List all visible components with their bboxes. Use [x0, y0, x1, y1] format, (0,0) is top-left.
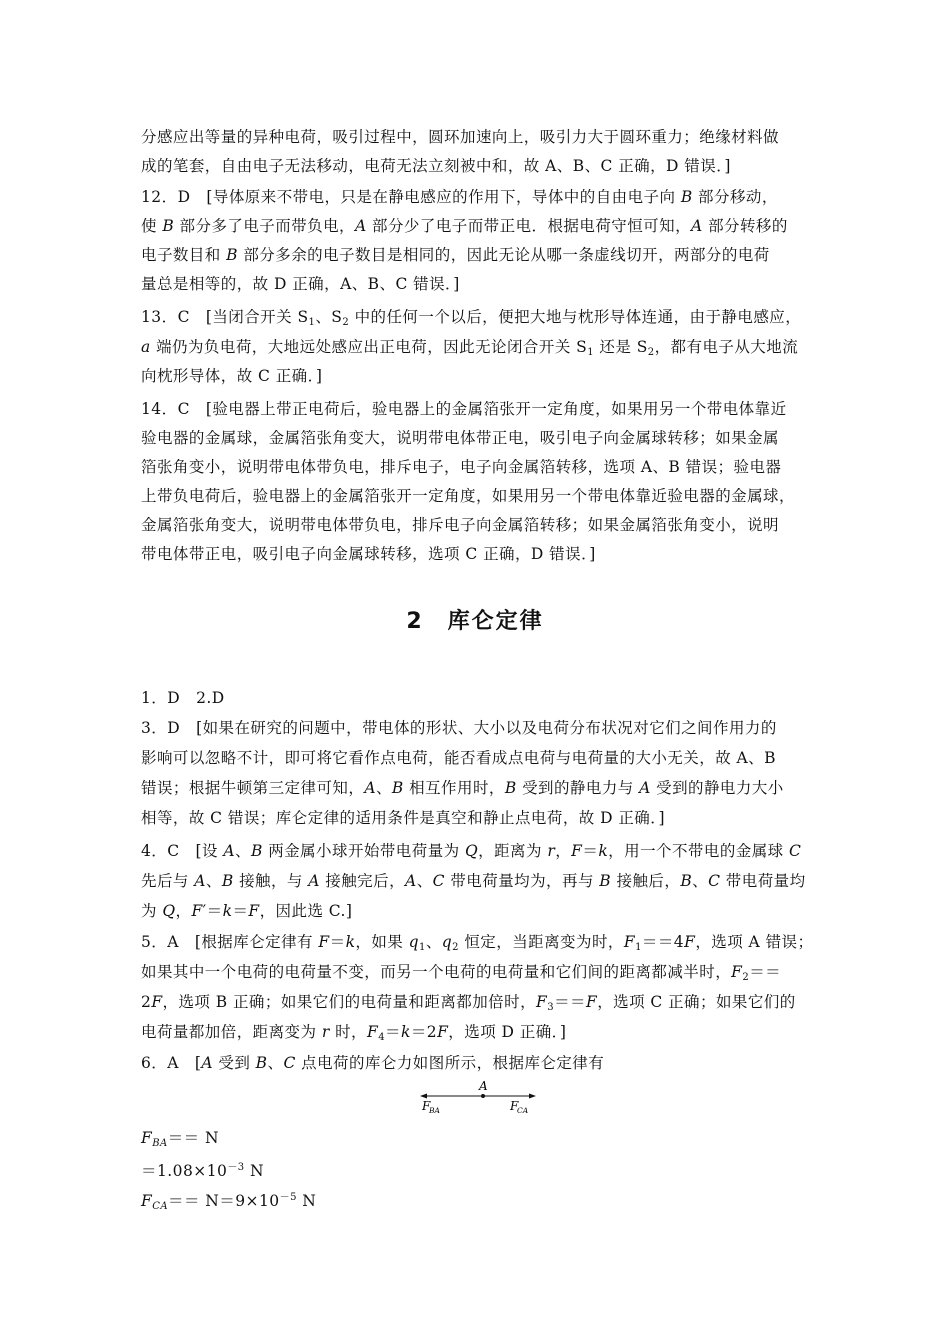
answer-13: 13．C [当闭合开关 $S_1$、$S_2$ 中的任何一个以后，便把大地与枕形导体连通，由于静电感应， [141, 308, 802, 328]
equation-fba: $F_{BA}== N$ [141, 1129, 219, 1149]
answer-5: 5．A [根据库仑定律有 F＝k，如果 $q_1$、$q_2$ 恒定，当距离变为时，$F_1==4F$，选项 A 错误； [141, 933, 814, 953]
text-line: 带电体带正电，吸引电子向金属球转移，选项 C 正确，D 错误．] [141, 545, 596, 563]
text-line: 量总是相等的，故 D 正确，A、B、C 错误．] [141, 275, 460, 293]
force-ca-label: F [510, 1099, 519, 1113]
text-line: 2F，选项 B 正确；如果它们的电荷量和距离都加倍时，$F_3==F$，选项 C 正确；如果它们的 [141, 993, 796, 1013]
text-line: 金属箔张角变大，说明带电体带负电，排斥电子向金属箔转移；如果金属箔张角变小，说明 [141, 516, 780, 534]
left-arrowhead [420, 1094, 427, 1099]
text-line: 向枕形导体，故 C 正确．] [141, 367, 323, 385]
force-ba-subscript: BA [429, 1106, 440, 1115]
text-line: 成的笔套，自由电子无法移动，电荷无法立刻被中和，故 A、B、C 正确，D 错误．] [141, 157, 731, 175]
answer-4: 4．C [设 A、B 两金属小球开始带电荷量为 Q，距离为 r，F＝k，用一个不带电的金属球 C [141, 842, 802, 860]
force-ca-subscript: CA [517, 1106, 529, 1115]
force-diagram [418, 1077, 538, 1119]
text-line: 如果其中一个电荷的电荷量不变，而另一个电荷的电荷量和它们间的距离都减半时，$F_2==$ [141, 963, 782, 983]
force-ba-label: F [422, 1099, 431, 1113]
equation-fba-value: $=1.08\times 10^{-3}$ N [141, 1162, 264, 1180]
text-line: 箔张角变小，说明带电体带负电，排斥电子，电子向金属箔转移，选项 A、B 错误；验电器 [141, 458, 782, 476]
answer-14: 14．C [验电器上带正电荷后，验电器上的金属箔张开一定角度，如果用另一个带电体靠近 [141, 400, 787, 418]
text-line: 分感应出等量的异种电荷，吸引过程中，圆环加速向上，吸引力大于圆环重力；绝缘材料做 [141, 128, 780, 146]
text-line: a 端仍为负电荷，大地远处感应出正电荷，因此无论闭合开关 $S_1$ 还是 $S_2$，都有电子从大地流 [141, 338, 799, 358]
point-a-label: A [479, 1079, 488, 1093]
text-line: 验电器的金属球，金属箔张角变大，说明带电体带正电，吸引电子向金属球转移；如果金属 [141, 429, 780, 447]
answer-12: 12．D [导体原来不带电，只是在静电感应的作用下，导体中的自由电子向 B 部分移动， [141, 188, 778, 206]
right-arrowhead [529, 1094, 536, 1099]
text-line: 影响可以忽略不计，即可将它看作点电荷，能否看成点电荷与电荷量的大小无关，故 A、B [141, 749, 776, 767]
text-line: 使 B 部分多了电子而带负电，A 部分少了电子而带正电．根据电荷守恒可知，A 部分转移的 [141, 217, 788, 235]
answer-6: 6．A [A 受到 B、C 点电荷的库仑力如图所示，根据库仑定律有 [141, 1054, 605, 1072]
text-line: 为 Q，F′＝k＝F，因此选 C.] [141, 902, 353, 920]
answer-1-2: 1．D 2.D [141, 689, 225, 707]
answer-3: 3．D [如果在研究的问题中，带电体的形状、大小以及电荷分布状况对它们之间作用力的 [141, 719, 777, 737]
text-line: 相等，故 C 错误；库仑定律的适用条件是真空和静止点电荷，故 D 正确．] [141, 809, 665, 827]
text-line: 先后与 A、B 接触，与 A 接触完后，A、C 带电荷量均为，再与 B 接触后，B、C 带电荷量均 [141, 872, 806, 890]
text-line: 电荷量都加倍，距离变为 r 时，$F_4=k=2F$，选项 D 正确．] [141, 1023, 567, 1043]
text-line: 上带负电荷后，验电器上的金属箔张开一定角度，如果用另一个带电体靠近验电器的金属球， [141, 487, 795, 505]
point-a-dot [481, 1094, 485, 1098]
text-line: 错误；根据牛顿第三定律可知，A、B 相互作用时，B 受到的静电力与 A 受到的静电力大小 [141, 779, 784, 797]
text-line: 电子数目和 B 部分多余的电子数目是相同的，因此无论从哪一条虚线切开，两部分的电荷 [141, 246, 770, 264]
equation-fca: $F_{CA}== N=9\times 10^{-5}$ N [141, 1192, 317, 1212]
section-title: 2 库仑定律 [406, 609, 544, 634]
